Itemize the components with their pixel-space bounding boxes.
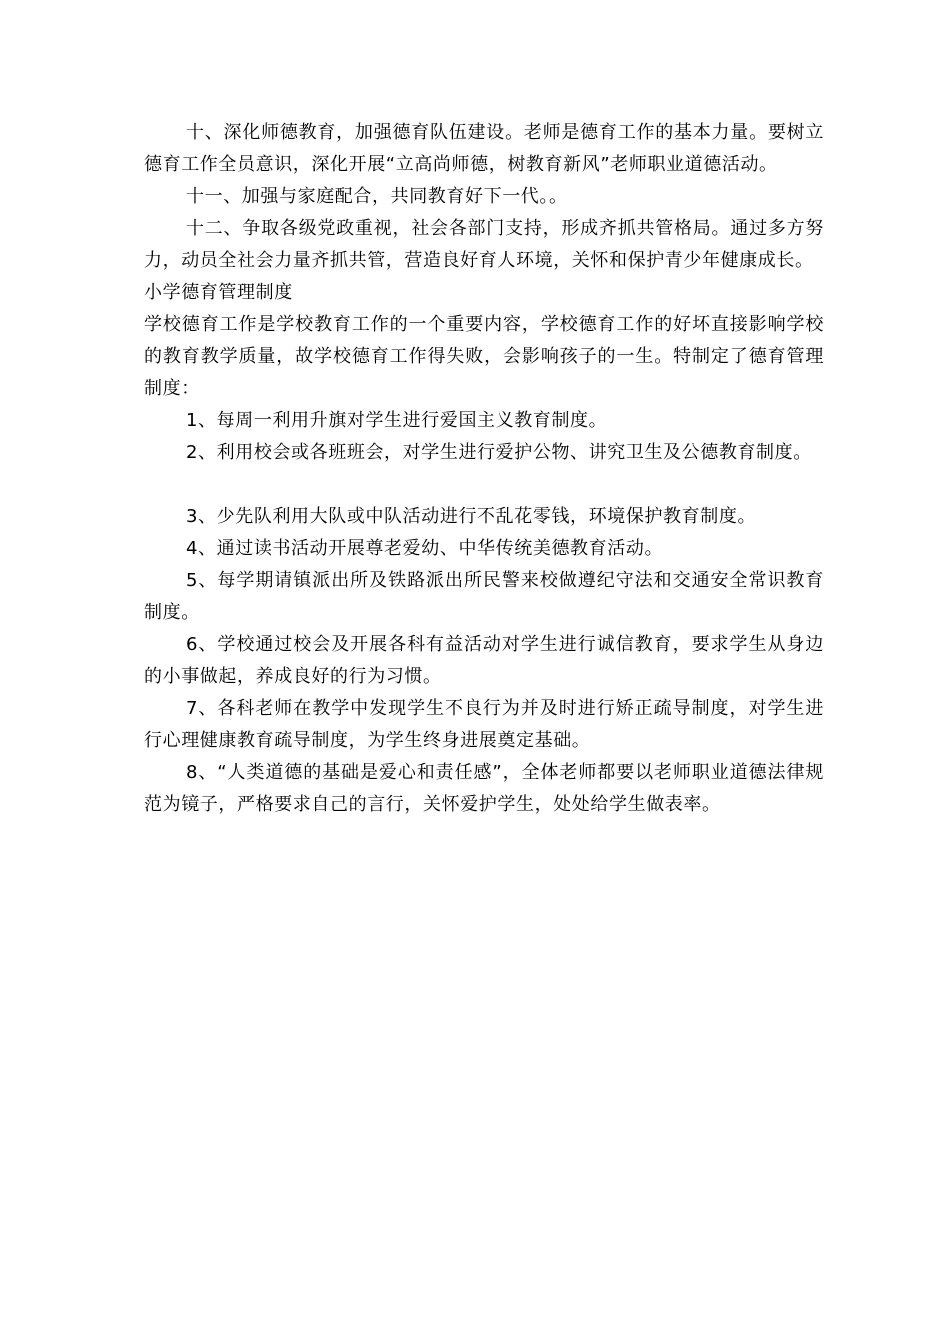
paragraph-ten: 十、深化师德教育，加强德育队伍建设。老师是德育工作的基本力量。要树立德育工作全员意识，深化开展“立高尚师德，树教育新风”老师职业道德活动。 bbox=[144, 122, 824, 175]
blank-line bbox=[144, 469, 824, 501]
list-item: 8、“人类道德的基础是爱心和责任感”，全体老师都要以老师职业道德法律规范为镜子，严格要求自己的言行，关怀爱护学生，处处给学生做表率。 bbox=[144, 762, 824, 815]
list-item: 4、通过读书活动开展尊老爱幼、中华传统美德教育活动。 bbox=[186, 538, 664, 559]
document-page bbox=[144, 117, 824, 821]
list-item: 7、各科老师在教学中发现学生不良行为并及时进行矫正疏导制度，对学生进行心理健康教育疏导制度，为学生终身进展奠定基础。 bbox=[144, 698, 824, 751]
list-item: 5、每学期请镇派出所及铁路派出所民警来校做遵纪守法和交通安全常识教育制度。 bbox=[144, 570, 824, 623]
paragraph-twelve: 十二、争取各级党政重视，社会各部门支持，形成齐抓共管格局。通过多方努力，动员全社会力量齐抓共管，营造良好育人环境，关怀和保护青少年健康成长。 bbox=[144, 218, 824, 271]
intro-paragraph: 学校德育工作是学校教育工作的一个重要内容，学校德育工作的好坏直接影响学校的教育教学质量，故学校德育工作得失败，会影响孩子的一生。特制定了德育管理制度： bbox=[144, 314, 824, 399]
paragraph-eleven: 十一、加强与家庭配合，共同教育好下一代。。 bbox=[186, 186, 568, 207]
list-item: 1、每周一利用升旗对学生进行爱国主义教育制度。 bbox=[186, 410, 608, 431]
list-item: 3、少先队利用大队或中队活动进行不乱花零钱，环境保护教育制度。 bbox=[186, 506, 757, 527]
section-title: 小学德育管理制度 bbox=[144, 282, 293, 303]
list-item: 2、利用校会或各班班会，对学生进行爱护公物、讲究卫生及公德教育制度。 bbox=[186, 442, 812, 463]
list-item: 6、学校通过校会及开展各科有益活动对学生进行诚信教育，要求学生从身边的小事做起，养成良好的行为习惯。 bbox=[144, 634, 824, 687]
